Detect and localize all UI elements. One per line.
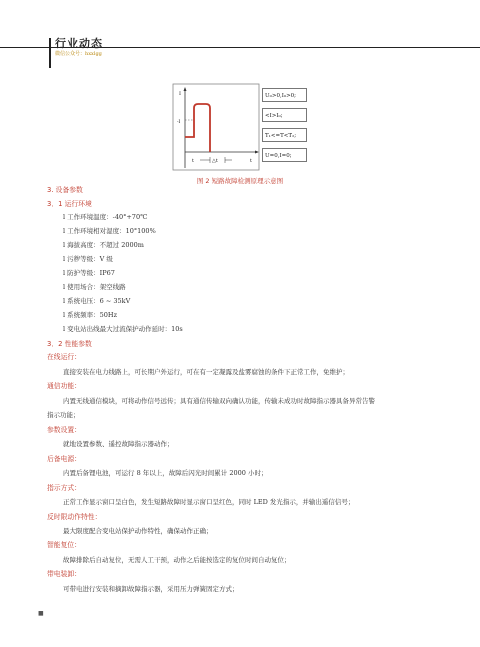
param-text: 就地设置参数、遥控故障指示器动作； <box>63 440 174 448</box>
env-item: l 防护等级：IP67 <box>63 269 115 277</box>
param-text: 最大限度配合变电站保护动作特性，确保动作正确； <box>63 527 213 535</box>
param-text: 可带电进行安装和摘卸故障指示器，采用压力弹簧固定方式； <box>63 585 239 593</box>
param-heading: 后备电源： <box>47 455 81 463</box>
i-label: -I <box>177 120 181 125</box>
header-title: 行业动态 <box>55 37 103 50</box>
legend-item: U₀>0,I₀>0; <box>262 88 307 102</box>
subsection-title: 3．2 性能参数 <box>47 340 92 348</box>
section-title: 3. 设备参数 <box>47 186 83 194</box>
subsection-title: 3．1 运行环境 <box>47 200 92 208</box>
param-text: 指示功能； <box>47 411 80 419</box>
y-label: I <box>179 91 181 97</box>
param-heading: 参数设置： <box>47 426 81 434</box>
env-item: l 工作环境温度：-40°+70℃ <box>63 213 148 221</box>
param-text: 直接安装在电力线路上，可长期户外运行，可在有一定凝露及盐雾腐蚀的条件下正常工作，免维护； <box>63 368 349 376</box>
dt-label: △t <box>212 158 218 164</box>
param-heading: 指示方式： <box>47 484 81 492</box>
t-axis-label: t <box>250 158 253 164</box>
param-text: 故障排除后自动复位，无需人工干预，动作之后能按选定的复位时间自动复位； <box>63 556 291 564</box>
header-subtitle: 微信公众号：hxxlgg <box>55 51 102 57</box>
env-item: l 海拔高度：不超过 2000m <box>63 241 144 249</box>
figure-caption: 图 2 短路故障检测原理示意图 <box>196 177 284 185</box>
env-item: l 系统频率：50Hz <box>63 311 118 319</box>
param-heading: 通信功能： <box>47 382 81 390</box>
env-item: l 污秽等级：V 级 <box>63 255 113 263</box>
param-heading: 在线运行： <box>47 353 81 361</box>
param-heading: 反时限动作特性： <box>47 513 102 521</box>
param-text: 内置后备锂电池，可运行 8 年以上，故障后闪光时间累计 2000 小时； <box>63 469 268 477</box>
param-heading: 智能复位： <box>47 541 81 549</box>
env-item: l 变电站出线最大过流保护动作延时：10s <box>63 325 183 333</box>
t-label: t <box>192 158 195 164</box>
legend-item: U=0,I=0; <box>262 148 307 162</box>
legend-item: <I>I₀; <box>262 108 307 122</box>
param-text: 内置无线通信模块，可将动作信号远传；具有通信传输双向确认功能，传输未成功时故障指示器具备异常告警 <box>63 397 375 405</box>
param-heading: 带电装卸： <box>47 570 81 578</box>
env-item: l 使用场合：架空线路 <box>63 283 126 291</box>
param-text: 正常工作显示窗口呈白色，发生短路故障时显示窗口呈红色，同时 LED 发光指示，并输出遥信信号； <box>63 498 355 506</box>
page-number: ■ <box>38 610 44 617</box>
legend-item: T₁<=T<T₂; <box>262 128 307 142</box>
env-item: l 工作环境相对湿度：10°100% <box>63 227 156 235</box>
env-item: l 系统电压：6 ~ 35kV <box>63 297 131 305</box>
